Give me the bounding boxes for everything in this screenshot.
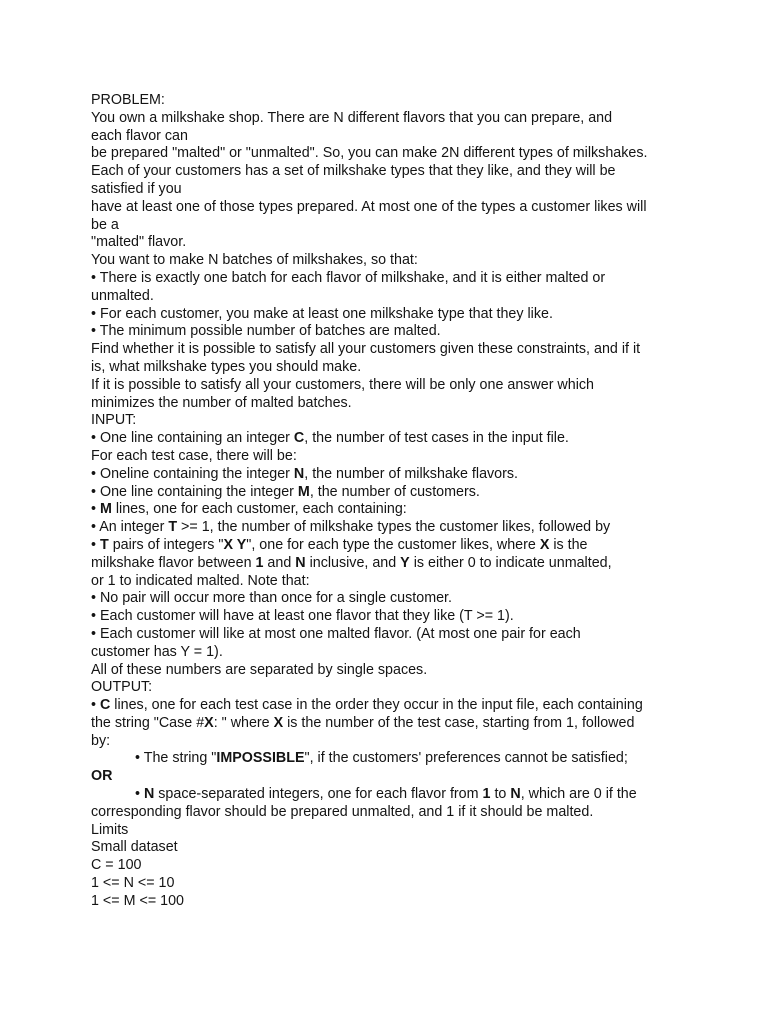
bold-term: M — [297, 483, 310, 500]
text-segment: INPUT: — [91, 412, 137, 429]
text-segment: is, what milkshake types you should make. — [91, 358, 362, 375]
bold-term: X — [204, 714, 214, 731]
text-segment: ", one for each type the customer likes, where — [246, 536, 540, 553]
bold-term: N — [295, 554, 306, 571]
text-line — [91, 199, 691, 217]
text-line — [91, 893, 691, 911]
text-segment: C = 100 — [91, 857, 142, 874]
bold-term: N — [143, 786, 155, 803]
text-segment: : " where — [213, 714, 274, 731]
text-segment: customer has Y = 1). — [91, 643, 223, 660]
text-line — [91, 768, 691, 786]
text-segment: is the — [549, 536, 588, 553]
text-segment: You own a milkshake shop. There are N different flavors that you can prepare, and — [91, 109, 613, 126]
text-segment: Small dataset — [91, 839, 178, 856]
text-line — [91, 163, 691, 181]
text-line — [91, 573, 691, 591]
bold-term: X — [273, 714, 284, 731]
text-segment: • For each customer, you make at least one milkshake type that they like. — [91, 305, 553, 322]
text-segment: Limits — [91, 821, 129, 838]
text-line — [91, 395, 691, 413]
text-line — [91, 733, 691, 751]
text-line — [91, 288, 691, 306]
bold-term: OR — [91, 768, 113, 785]
text-line — [91, 519, 691, 537]
text-segment: pairs of integers " — [108, 536, 224, 553]
text-segment: • — [135, 786, 144, 803]
text-segment: ", if the customers' preferences cannot be satisfied; — [304, 750, 628, 767]
text-segment: , the number of milkshake flavors. — [304, 465, 518, 482]
text-line — [91, 537, 691, 555]
text-segment: 1 <= M <= 100 — [91, 892, 184, 909]
text-segment: , which are 0 if the — [520, 786, 637, 803]
text-line — [91, 697, 691, 715]
text-line — [91, 466, 691, 484]
text-segment: be prepared "malted" or "unmalted". So, you can make 2N different types of milkshakes. — [91, 145, 648, 162]
bold-term: X Y — [223, 536, 247, 553]
text-segment: and — [263, 554, 296, 571]
text-line — [91, 555, 691, 573]
bold-term: T — [99, 536, 109, 553]
text-segment: space-separated integers, one for each flavor from — [154, 786, 483, 803]
text-segment: Each of your customers has a set of milkshake types that they like, and they will be — [91, 163, 616, 180]
text-line — [91, 430, 691, 448]
text-segment: inclusive, and — [305, 554, 401, 571]
text-segment: be a — [91, 216, 119, 233]
bold-term: C — [293, 430, 305, 447]
text-line — [91, 715, 691, 733]
text-segment: lines, one for each test case in the order they occur in the input file, each containing — [110, 697, 643, 714]
text-line — [91, 644, 691, 662]
text-segment: • The string " — [135, 750, 217, 767]
text-segment: • Each customer will have at least one flavor that they like (T >= 1). — [91, 608, 514, 625]
text-segment: • — [91, 501, 100, 518]
text-line — [91, 145, 691, 163]
text-segment: • The minimum possible number of batches are malted. — [91, 323, 441, 340]
text-segment: minimizes the number of malted batches. — [91, 394, 352, 411]
problem-statement-document — [91, 92, 691, 911]
text-segment: "malted" flavor. — [91, 234, 187, 251]
text-line — [91, 110, 691, 128]
text-segment: • Each customer will like at most one malted flavor. (At most one pair for each — [91, 625, 581, 642]
text-line — [91, 341, 691, 359]
text-segment: • Oneline containing the integer — [91, 465, 294, 482]
text-line — [91, 590, 691, 608]
text-line — [91, 128, 691, 146]
text-line — [91, 412, 691, 430]
text-segment: , the number of customers. — [309, 483, 480, 500]
bold-term: N — [293, 465, 305, 482]
text-line — [91, 822, 691, 840]
text-segment: • One line containing an integer — [91, 430, 294, 447]
text-segment: 1 <= N <= 10 — [91, 875, 175, 892]
text-segment: , the number of test cases in the input file. — [304, 430, 569, 447]
text-line — [91, 662, 691, 680]
text-segment: • There is exactly one batch for each flavor of milkshake, and it is either malted or — [91, 269, 606, 286]
text-segment: the string "Case # — [91, 714, 205, 731]
text-line — [91, 501, 691, 519]
text-segment: is either 0 to indicate unmalted, — [409, 554, 612, 571]
text-line — [91, 181, 691, 199]
text-line — [91, 484, 691, 502]
text-line — [91, 252, 691, 270]
text-line — [91, 323, 691, 341]
text-segment: to — [490, 786, 511, 803]
text-segment: You want to make N batches of milkshakes, so that: — [91, 252, 418, 269]
text-line — [91, 270, 691, 288]
text-line — [91, 92, 691, 110]
text-segment: is the number of the test case, starting from 1, followed — [283, 714, 635, 731]
text-segment: Find whether it is possible to satisfy all your customers given these constraints, and if it — [91, 341, 641, 358]
text-segment: by: — [91, 732, 111, 749]
text-segment: PROBLEM: — [91, 92, 165, 108]
text-segment: have at least one of those types prepared. At most one of the types a customer likes will — [91, 198, 647, 215]
text-line — [91, 626, 691, 644]
text-line — [91, 234, 691, 252]
text-segment: • One line containing the integer — [91, 483, 298, 500]
text-segment: For each test case, there will be: — [91, 447, 297, 464]
text-segment: each flavor can — [91, 127, 188, 144]
text-segment: corresponding flavor should be prepared unmalted, and 1 if it should be malted. — [91, 803, 594, 820]
text-segment: >= 1, the number of milkshake types the customer likes, followed by — [177, 519, 611, 536]
text-line — [91, 857, 691, 875]
text-segment: • — [91, 697, 100, 714]
text-line — [91, 679, 691, 697]
bold-term: 1 — [482, 786, 491, 803]
bold-term: M — [99, 501, 112, 518]
text-segment: or 1 to indicated malted. Note that: — [91, 572, 310, 589]
text-segment: lines, one for each customer, each containing: — [111, 501, 407, 518]
text-line — [91, 804, 691, 822]
bold-term: Y — [400, 554, 410, 571]
text-line — [91, 750, 691, 768]
text-line — [91, 377, 691, 395]
text-line — [91, 608, 691, 626]
text-segment: All of these numbers are separated by single spaces. — [91, 661, 428, 678]
text-segment: satisfied if you — [91, 180, 182, 197]
text-line — [91, 359, 691, 377]
bold-term: X — [539, 536, 550, 553]
text-line — [91, 786, 691, 804]
bold-term: IMPOSSIBLE — [216, 750, 305, 767]
text-segment: unmalted. — [91, 287, 154, 304]
text-line — [91, 306, 691, 324]
text-line — [91, 448, 691, 466]
text-segment: • — [91, 536, 100, 553]
text-segment: milkshake flavor between — [91, 554, 256, 571]
bold-term: T — [168, 519, 178, 536]
bold-term: N — [510, 786, 521, 803]
bold-term: C — [99, 697, 111, 714]
bold-term: 1 — [255, 554, 264, 571]
text-segment: • No pair will occur more than once for a single customer. — [91, 590, 452, 607]
text-line — [91, 217, 691, 235]
text-segment: OUTPUT: — [91, 679, 153, 696]
text-line — [91, 875, 691, 893]
text-segment: • An integer — [91, 519, 169, 536]
text-segment: If it is possible to satisfy all your customers, there will be only one answer which — [91, 376, 594, 393]
text-line — [91, 839, 691, 857]
